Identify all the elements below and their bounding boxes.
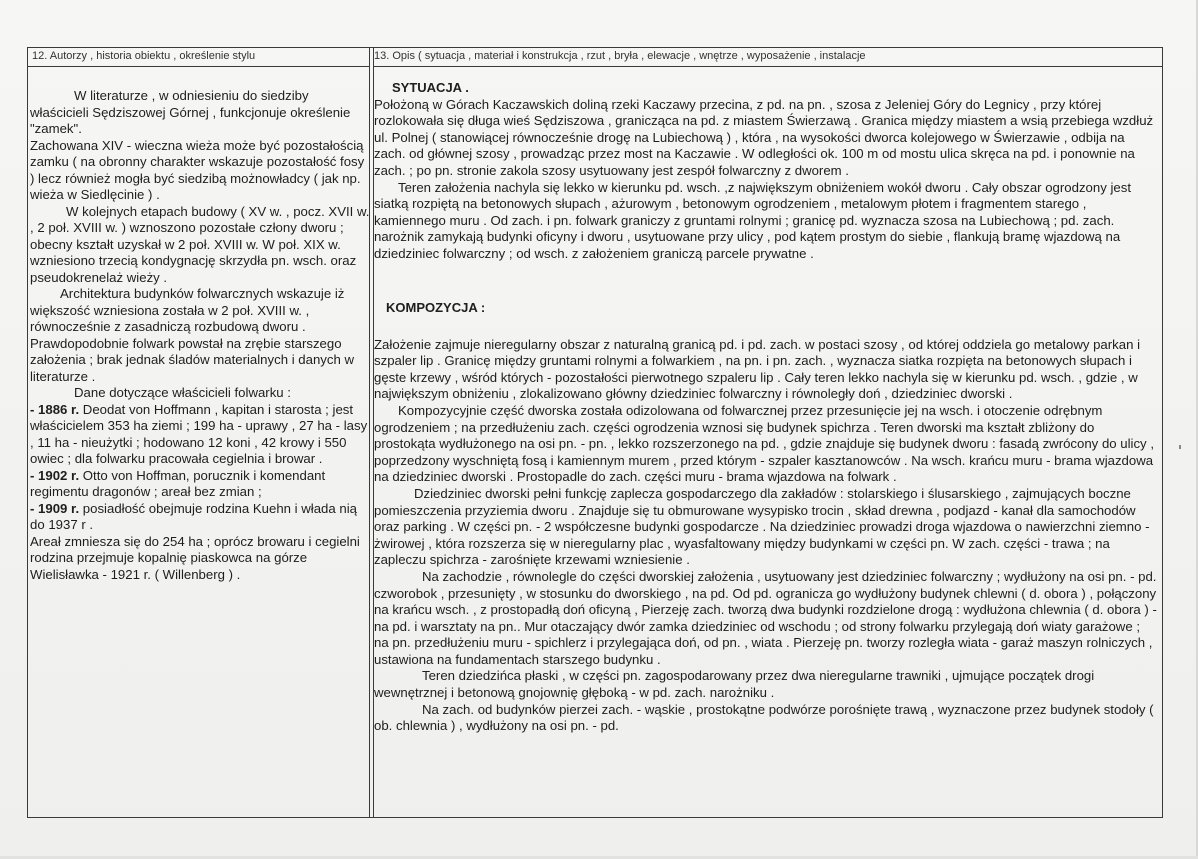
owner-year: - 1886 r.: [30, 401, 80, 417]
situation-heading: SYTUACJA .: [392, 80, 469, 95]
composition-paragraph: Teren dziedzińca płaski , w części pn. zagospodarowany przez dwa nieregularne trawniki , ujmujące początek drogi wewnętrznej i betonową gnojownię głęboką - w pd. zach. narożniku .: [374, 668, 1095, 701]
owners-heading: Dane dotyczące właścicieli folwarku :: [74, 385, 291, 400]
scan-mark: [1179, 445, 1181, 449]
left-column-header: 12. Autorzy , historia obiektu , określenie stylu: [32, 50, 256, 62]
owner-entry: [30, 402, 370, 468]
history-paragraph: W literaturze , w odniesieniu do siedziby właścicieli Sędziszowej Górnej , funkcjonuje określenie "zamek".: [30, 88, 351, 136]
composition-paragraph: Na zach. od budynków pierzei zach. - wąskie , prostokątne podwórze porośnięte trawą , wyznaczone przez budynek stodoły ( ob. chlewnia ) , wydłużony na osi pn. - pd.: [374, 701, 1154, 734]
owner-year: - 1902 r.: [30, 467, 80, 483]
composition-paragraph: Kompozycyjnie część dworska została odizolowana od folwarcznej przez przesunięcie jej na wsch. i otoczenie odrębnym ogrodzeniem ; na przedłużeniu zach. części ogrodzenia wznosi się budynek spichrza . Teren dworski ma kształt zbliżony do prostokąta wydłużonego na osi pn. - pn. , lekko rozszerzonego na pd. , gdzie znajduje się budynek dworu : fasadą zwrócony do ulicy , poprzedzony wyschniętą fosą i kamiennym murem , przed którym - szpaler kasztanowców . Na wsch. krańcu muru - brama wjazdowa na dziedziniec dworski . Prostopadle do zach. części muru - brama wjazdowa na folwark .: [374, 402, 1154, 485]
right-column-header: 13. Opis ( sytuacja , materiał i konstrukcja , rzut , bryła , elewacje , wnętrze , wyposażenie , instalacje: [374, 50, 866, 62]
situation-paragraph: Położoną w Górach Kaczawskich doliną rzeki Kaczawy przecina, z pd. na pn. , szosa z Jeleniej Góry do Legnicy , przy której rozlokowała się długa wieś Sędziszowa , granicząca na pd. z miastem Świerzawą . Granica między miastem a wsią przebiega wzdłuż ul. Polnej ( stanowiącej równocześnie drogę na Lubiechową ) , która , na wysokości dworca kolejowego w Świerzawie , odbija na zach. od głównej szosy , prowadząc przez most na Kaczawie . W odległości ok. 100 m od mostu ulica skręca na pd. i ponownie na zach. ; po pn. stronie zakola szosy usytuowany jest zespół folwarczny z dworem .: [374, 96, 1154, 178]
history-paragraph: Architektura budynków folwarcznych wskazuje iż większość wzniesiona została w 2 poł. XVIII w. , równocześnie z zasadniczą rozbudową dworu . Prawdopodobnie folwark powstał na zrębie starszego założenia ; brak jednak śladów materialnych i danych w literaturze .: [30, 286, 354, 384]
owner-text: Deodat von Hoffmann , kapitan i starosta ; jest właścicielem 353 ha ziemi ; 199 ha - uprawy , 27 ha - lasy , 11 ha - nieużytki ; hodowano 12 koni , 42 krowy i 550 owiec ; dla folwarku pracowała cegielnia i browar .: [30, 401, 368, 466]
owner-year: - 1909 r.: [30, 500, 80, 516]
situation-paragraph: Teren założenia nachyla się lekko w kierunku pd. wsch. ,z największym obniżeniem wokół dworu . Cały obszar ogrodzony jest siatką rozpiętą na betonowych słupach , ażurowym , betonowym ogrodzeniem , metalowym płotem i fragmentem starego , kamiennego muru . Od zach. i pn. folwark graniczy z gruntami rolnymi ; granicę pd. wyznacza szosa na Lubiechową ; pd. zach. narożnik zamykają budynki oficyny i dworu , usytuowane przy ulicy , pod kątem prostym do siebie , flankują bramę wjazdową na dziedziniec folwarczny ; od wsch. z założeniem graniczą parcele prywatne .: [374, 179, 1131, 261]
composition-section: [374, 300, 1158, 735]
owner-entry: [30, 468, 370, 501]
situation-section: [374, 80, 1158, 263]
history-column: [30, 88, 370, 583]
owner-text: posiadłość obejmuje rodzina Kuehn i włada nią do 1937 r .: [30, 500, 357, 532]
header-rule: [27, 66, 369, 67]
header-rule: [373, 66, 1163, 67]
composition-paragraph: Założenie zajmuje nieregularny obszar z naturalną granicą pd. i pd. zach. w postaci szosy , od której oddziela go metalowy parkan i szpaler lip . Granicę między gruntami rolnymi a folwarkiem , na pn. i pn. zach. , wyznacza siatka rozpięta na betonowych słupach i gęste krzewy , wśród których - pozostałości pierwotnego szpaleru lip . Cały teren lekko nachyla się w kierunku pd. wsch. , gdzie , w największym obniżeniu , zlokalizowano główny dziedziniec folwarczny i równoległy doń , dziedziniec dworski .: [374, 336, 1141, 402]
owner-entry: [30, 501, 370, 534]
history-paragraph: W kolejnych etapach budowy ( XV w. , pocz. XVII w. , 2 poł. XVIII w. ) wznoszono pozostałe człony dworu ; obecny kształt uzyskał w 2 poł. XVIII w. W poł. XIX w. wzniesiono trzecią kondygnację skrzydła pn. wsch. oraz pseudokrenelaż wieży .: [30, 203, 370, 285]
composition-heading: KOMPOZYCJA :: [386, 300, 486, 315]
owner-text: Otto von Hoffman, porucznik i komendant regimentu dragonów ; areał bez zmian ;: [30, 467, 326, 499]
history-paragraph: Areał zmniesza się do 254 ha ; oprócz browaru i cegielni rodzina przejmuje kopalnię piaskowca na górze Wielisławka - 1921 r. ( Willenberg ) .: [30, 533, 360, 582]
composition-paragraph: Na zachodzie , równolegle do części dworskiej założenia , usytuowany jest dziedziniec folwarczny ; wydłużony na osi pn. - pd. czworobok , przesunięty , w stosunku do dworskiego , na pd. Od pd. ogranicza go wydłużony budynek chlewni ( d. obora ) , połączony na krańcu wsch. , z prostopadłą doń oficyną , Pierzeję zach. tworzą dwa budynki rozdzielone drogą : wydłużona chlewnia ( d. obora ) - na pd. i warsztaty na pn.. Mur otaczający dwór zamka dziedziniec od wschodu ; od strony folwarku przylegają doń wiaty garażowe ; na pn. przedłużeniu muru - spichlerz i przylegająca doń, od pn. , wiata . Pierzeję pn. tworzy rozległa wiata - garaż maszyn rolniczych , ustawiona na fundamentach starszego budynku .: [374, 568, 1157, 667]
history-paragraph: Zachowana XIV - wieczna wieża może być pozostałością zamku ( na obronny charakter wskazuje pozostałość fosy ) lecz również mogła być siedzibą możnowładcy ( jak np. wieża w Siedlęcinie ) .: [30, 137, 365, 202]
composition-paragraph: Dziedziniec dworski pełni funkcję zaplecza gospodarczego dla zakładów : stolarskiego i ślusarskiego , zajmujących boczne pomieszczenia przyziemia dworu . Znajduje się tu obmurowane wysypisko trocin , skład drewna , podjazd - kanał dla samochodów oraz parking . W części pn. - 2 współczesne budynki gospodarcze . Na dziedziniec prowadzi droga wjazdowa o nawierzchni ziemno - żwirowej , która rozszerza się w nieregularny plac , wyasfaltowany między budynkami w części pn. W zach. części - trawa ; na zapleczu spichrza - zarośnięte krzewami wzniesienie .: [374, 485, 1150, 568]
